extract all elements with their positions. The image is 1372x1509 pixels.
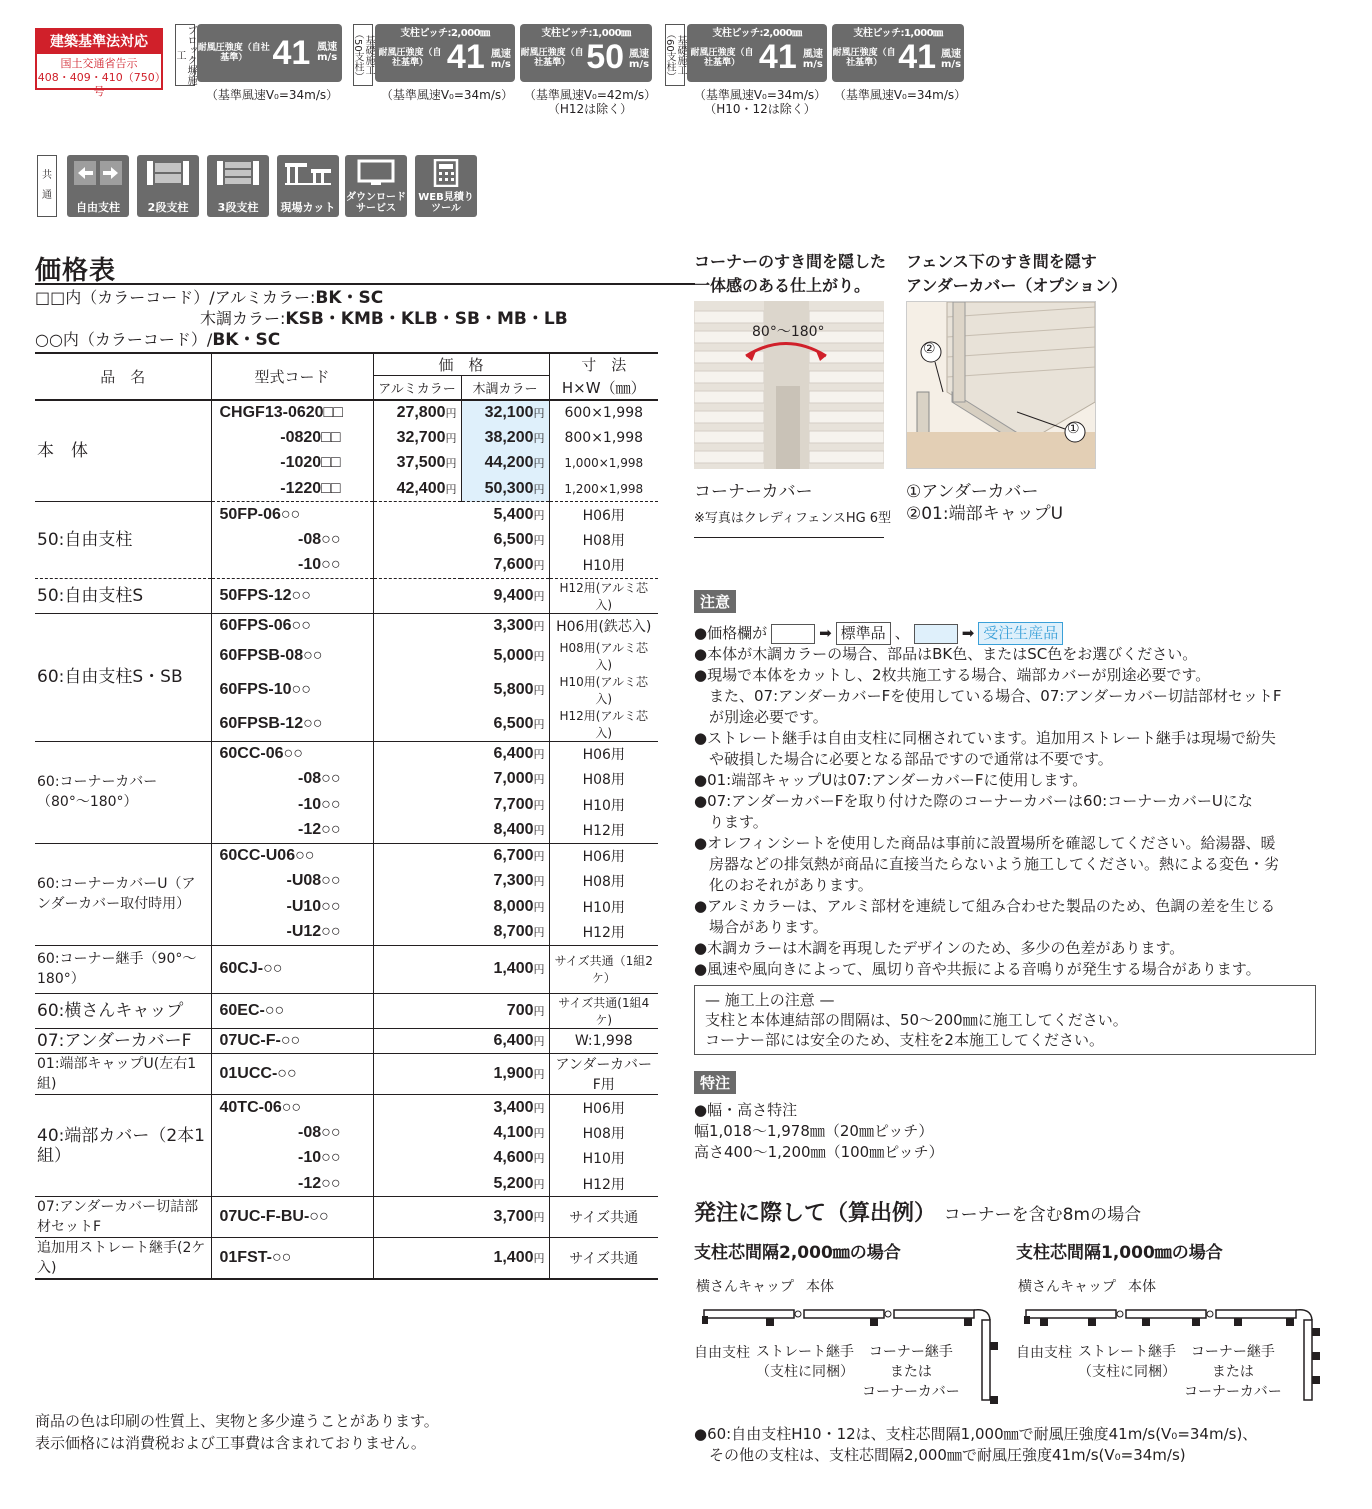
model-code: 01FST-○○ bbox=[211, 1238, 373, 1280]
foundation50-label: 基礎施工（50支柱） bbox=[353, 24, 373, 86]
table-row bbox=[35, 993, 658, 1028]
header-price: 価 格 bbox=[373, 353, 549, 376]
two-stage-icon bbox=[137, 155, 199, 191]
size: H06用 bbox=[582, 507, 625, 524]
marker-2: ② bbox=[923, 341, 936, 357]
model-code: -12○○ bbox=[211, 1171, 373, 1197]
size: サイズ共通（1組2ケ） bbox=[554, 954, 653, 985]
size: H06用(鉄芯入) bbox=[556, 619, 652, 635]
price: 9,400円 bbox=[373, 578, 549, 613]
caution-item: 化のおそれがあります。 bbox=[694, 876, 873, 894]
header-wood: 木調カラー bbox=[461, 376, 549, 400]
wind-badge-1 bbox=[197, 24, 342, 82]
model-code: 07UC-F-BU-○○ bbox=[211, 1197, 373, 1238]
model-code: -10○○ bbox=[211, 553, 373, 579]
caution-item: や破損した場合に必要となる部品ですので通常は不要です。 bbox=[694, 750, 1113, 768]
photo-rule bbox=[694, 537, 884, 538]
caution-item: ります。 bbox=[694, 813, 768, 831]
size: H10用 bbox=[582, 899, 625, 916]
table-row bbox=[35, 400, 658, 426]
size: サイズ共通(1組4ケ) bbox=[558, 995, 650, 1027]
price: 7,600円 bbox=[373, 553, 549, 579]
table-row bbox=[35, 1238, 658, 1280]
caution-item: また、07:アンダーカバーFを使用している場合、07:アンダーカバー切詰部材セットF bbox=[694, 687, 1282, 705]
product-name: 60:コーナーカバー（80°〜180°） bbox=[35, 741, 211, 843]
header-size: 寸 法 bbox=[581, 356, 627, 375]
strength-label: 耐風圧強度（自社基準） bbox=[520, 48, 584, 68]
price: 6,500円 bbox=[373, 527, 549, 553]
size: 800×1,998 bbox=[564, 429, 644, 446]
footer-note: 商品の色は印刷の性質上、実物と多少違うことがあります。 表示価格には消費税および工事費は含まれておりません。 bbox=[35, 1412, 439, 1452]
size: H08用 bbox=[582, 874, 625, 891]
price-wood: 38,200円 bbox=[461, 425, 549, 451]
size: H10用 bbox=[582, 1151, 625, 1168]
wind-unit: 風速m/s bbox=[802, 49, 823, 70]
caution-item: が別途必要です。 bbox=[694, 708, 828, 726]
price-table-title: 価格表 bbox=[35, 256, 117, 286]
price: 1,400円 bbox=[373, 1238, 549, 1280]
wind-value: 41 bbox=[758, 38, 797, 76]
arrow-icon: ➡ bbox=[961, 624, 975, 642]
table-row bbox=[35, 1095, 658, 1121]
table-row bbox=[35, 1028, 658, 1054]
product-name: 追加用ストレート継手(2ケ入) bbox=[35, 1238, 211, 1280]
cut-icon bbox=[277, 155, 339, 191]
model-code: 60CC-06○○ bbox=[211, 741, 373, 767]
wind-value: 41 bbox=[272, 34, 311, 72]
wind-badge-5 bbox=[832, 24, 964, 82]
wind-badge-3 bbox=[520, 24, 652, 82]
label-corner: コーナー継手 または コーナーカバー bbox=[862, 1344, 960, 1400]
label-cap: 横さんキャップ bbox=[696, 1279, 794, 1295]
price: 1,900円 bbox=[373, 1054, 549, 1095]
model-code: 50FP-06○○ bbox=[211, 502, 373, 528]
table-row bbox=[35, 843, 658, 869]
monitor-icon bbox=[345, 155, 407, 191]
price: 7,300円 bbox=[373, 869, 549, 895]
badge2-note: （基準風速V₀=34m/s） bbox=[380, 88, 514, 102]
label-corner: コーナー継手 または コーナーカバー bbox=[1184, 1344, 1282, 1400]
caution-item: ●オレフィンシートを使用した商品は事前に設置場所を確認してください。給湯器、暖 bbox=[694, 834, 1276, 852]
common-label: 共通 bbox=[37, 155, 57, 217]
size: H10用 bbox=[582, 558, 625, 574]
icon-site-cut: 現場カット bbox=[277, 155, 339, 217]
size: H12用 bbox=[582, 1176, 625, 1193]
pitch-label: 支柱ピッチ:2,000㎜ bbox=[712, 28, 802, 39]
table-row bbox=[35, 1197, 658, 1238]
arrow-icon: ➡ bbox=[819, 624, 832, 642]
corner-cover-photo bbox=[694, 301, 884, 469]
table-row bbox=[35, 1054, 658, 1095]
price: 4,600円 bbox=[373, 1146, 549, 1172]
model-code: 60FPS-06○○ bbox=[211, 613, 373, 639]
price: 8,400円 bbox=[373, 818, 549, 844]
price-alumi: 27,800円 bbox=[373, 400, 461, 426]
label-body: 本体 bbox=[1128, 1279, 1156, 1295]
size: サイズ共通 bbox=[569, 1251, 639, 1267]
product-name: 40:端部カバー（2本1組） bbox=[35, 1095, 211, 1197]
badge5-note: （基準風速V₀=34m/s） bbox=[833, 88, 967, 102]
arrows-icon bbox=[67, 155, 129, 191]
price: 6,500円 bbox=[373, 707, 549, 742]
product-name: 60:コーナー継手（90°〜180°） bbox=[35, 945, 211, 993]
model-code: -08○○ bbox=[211, 527, 373, 553]
caution-list bbox=[694, 644, 1282, 980]
price-alumi: 37,500円 bbox=[373, 451, 461, 477]
strength-label: 耐風圧強度（自社基準） bbox=[690, 48, 754, 68]
photo1-heading: コーナーのすき間を隠した 一体感のある仕上がり。 bbox=[694, 252, 887, 295]
caution-item: ●01:端部キャップUは07:アンダーカバーFに使用します。 bbox=[694, 771, 1088, 789]
price: 3,700円 bbox=[373, 1197, 549, 1238]
price: 1,400円 bbox=[373, 945, 549, 993]
special-text: ●幅・高さ特注 幅1,018〜1,978㎜（20㎜ピッチ） 高さ400〜1,200㎜（100㎜ピッチ） bbox=[694, 1101, 944, 1161]
table-row bbox=[35, 741, 658, 767]
color-code-line2: 木調カラー:KSB・KMB・KLB・SB・MB・LB bbox=[200, 309, 568, 329]
model-code: -U10○○ bbox=[211, 894, 373, 920]
angle-label: 80°〜180° bbox=[752, 324, 825, 340]
size: H06用 bbox=[582, 1100, 625, 1117]
wind-value: 41 bbox=[446, 38, 485, 76]
price: 6,700円 bbox=[373, 843, 549, 869]
size: H08用 bbox=[582, 1125, 625, 1142]
caution-item: ●木調カラーは木調を再現したデザインのため、多少の色差があります。 bbox=[694, 939, 1185, 957]
size: サイズ共通 bbox=[569, 1210, 639, 1226]
icon-3stage-post: 3段支柱 bbox=[207, 155, 269, 217]
caution-item: ●本体が木調カラーの場合、部品はBK色、またはSC色をお選びください。 bbox=[694, 645, 1198, 663]
header-code: 型式コード bbox=[211, 353, 373, 400]
model-code: -08○○ bbox=[211, 1120, 373, 1146]
color-code-line3: ○○内（カラーコード）/BK・SC bbox=[35, 330, 281, 350]
size: 1,200×1,998 bbox=[564, 481, 644, 496]
label-cap: 横さんキャップ bbox=[1018, 1279, 1116, 1295]
model-code: -08○○ bbox=[211, 767, 373, 793]
size: H08用 bbox=[582, 772, 625, 789]
under-cover-caption2: ②01:端部キャップU bbox=[906, 504, 1064, 524]
title-rule bbox=[35, 283, 695, 285]
model-code: 60CJ-○○ bbox=[211, 945, 373, 993]
icon-download: ダウンロードサービス bbox=[345, 155, 407, 217]
photo2-heading: フェンス下のすき間を隠す アンダーカバー（オプション） bbox=[906, 252, 1127, 295]
three-stage-icon bbox=[207, 155, 269, 191]
badge-title: 建築基準法対応 bbox=[37, 30, 161, 54]
product-name: 50:自由支柱S bbox=[35, 578, 211, 613]
product-name: 60:コーナーカバーU（アンダーカバー取付時用） bbox=[35, 843, 211, 945]
badge4-note: （基準風速V₀=34m/s） bbox=[693, 88, 827, 102]
corner-cover-note: ※写真はクレディフェンスHG 6型 bbox=[694, 511, 892, 526]
left-diagram-title: 支柱芯間隔2,000㎜の場合 bbox=[694, 1243, 901, 1263]
size: H12用(アルミ芯入) bbox=[559, 580, 648, 612]
badge1-note: （基準風速V₀=34m/s） bbox=[205, 88, 339, 102]
model-code: 60CC-U06○○ bbox=[211, 843, 373, 869]
calculator-icon bbox=[415, 155, 477, 191]
product-name: 01:端部キャップU(左右1組) bbox=[35, 1054, 211, 1095]
size: 600×1,998 bbox=[564, 404, 644, 421]
size: アンダーカバーF用 bbox=[555, 1057, 653, 1093]
table-row bbox=[35, 945, 658, 993]
order-title: 発注に際して（算出例） コーナーを含む8mの場合 bbox=[694, 1201, 1142, 1226]
price-legend: ●価格欄が ➡ 標準品 、 ➡ 受注生産品 bbox=[694, 622, 1063, 645]
label-body: 本体 bbox=[806, 1279, 834, 1295]
product-name: 本 体 bbox=[35, 400, 211, 502]
price-alumi: 32,700円 bbox=[373, 425, 461, 451]
size: 1,000×1,998 bbox=[564, 456, 644, 471]
wind-value: 50 bbox=[586, 38, 625, 76]
size: H08用 bbox=[582, 532, 625, 549]
price: 3,400円 bbox=[373, 1095, 549, 1121]
wind-unit: 風速m/s bbox=[941, 49, 962, 70]
strength-label: 耐風圧強度（自社基準） bbox=[832, 48, 896, 68]
wind-unit: 風速m/s bbox=[629, 49, 650, 70]
price: 8,000円 bbox=[373, 894, 549, 920]
marker-1: ① bbox=[1067, 421, 1080, 437]
badge3-note2: （H12は除く） bbox=[547, 102, 633, 116]
label-joint: ストレート継手 （支柱に同梱） bbox=[756, 1344, 854, 1380]
model-code: 40TC-06○○ bbox=[211, 1095, 373, 1121]
badge-line1: 国土交通省告示 bbox=[60, 57, 138, 70]
model-code: -12○○ bbox=[211, 818, 373, 844]
building-standard-badge bbox=[35, 28, 163, 98]
table-row bbox=[35, 613, 658, 639]
header-size-unit: H×W（㎜） bbox=[561, 378, 646, 397]
price: 5,400円 bbox=[373, 502, 549, 528]
model-code: CHGF13-0620□□ bbox=[211, 400, 373, 426]
price: 6,400円 bbox=[373, 1028, 549, 1054]
model-code: -10○○ bbox=[211, 1146, 373, 1172]
caution-item: 場合があります。 bbox=[694, 918, 828, 936]
caution-item: ●アルミカラーは、アルミ部材を連続して組み合わせた製品のため、色調の差を生じる bbox=[694, 897, 1276, 915]
price-table bbox=[35, 352, 658, 1280]
caution-item: ●ストレート継手は自由支柱に同梱されています。追加用ストレート継手は現場で紛失 bbox=[694, 729, 1276, 747]
price: 700円 bbox=[373, 993, 549, 1028]
product-name: 50:自由支柱 bbox=[35, 502, 211, 579]
pitch-label: 支柱ピッチ:2,000㎜ bbox=[400, 28, 490, 39]
size: H10用 bbox=[582, 797, 625, 814]
size: H06用 bbox=[582, 747, 625, 763]
strength-label: 耐風圧強度（自社基準） bbox=[197, 43, 270, 63]
corner-cover-caption: コーナーカバー bbox=[694, 482, 813, 502]
badge-line2: 408・409・410（750）号 bbox=[37, 71, 161, 98]
wind-value: 41 bbox=[898, 38, 937, 76]
price: 5,800円 bbox=[373, 673, 549, 707]
pitch-label: 支柱ピッチ:1,000㎜ bbox=[853, 28, 943, 39]
price: 8,700円 bbox=[373, 920, 549, 946]
header-name: 品 名 bbox=[35, 353, 211, 400]
price: 7,000円 bbox=[373, 767, 549, 793]
label-joint: ストレート継手 （支柱に同梱） bbox=[1078, 1344, 1176, 1380]
size: H12用 bbox=[582, 925, 625, 941]
construction-note-box: — 施工上の注意 — 支柱と本体連結部の間隔は、50〜200㎜に施工してください。 コーナー部には安全のため、支柱を2本施工してください。 bbox=[694, 985, 1316, 1055]
pitch-label: 支柱ピッチ:1,000㎜ bbox=[541, 28, 631, 39]
special-header: 特注 bbox=[694, 1071, 736, 1094]
product-name: 60:横さんキャップ bbox=[35, 993, 211, 1028]
model-code: -1020□□ bbox=[211, 451, 373, 477]
model-code: 07UC-F-○○ bbox=[211, 1028, 373, 1054]
price: 5,000円 bbox=[373, 639, 549, 673]
table-row bbox=[35, 502, 658, 528]
block-wall-label: ブロック塀施工 bbox=[174, 25, 196, 85]
model-code: 60FPS-10○○ bbox=[211, 673, 373, 707]
size: H08用(アルミ芯入) bbox=[559, 640, 648, 672]
badge4-note2: （H10・12は除く） bbox=[704, 102, 816, 116]
strength-label: 耐風圧強度（自社基準） bbox=[378, 48, 442, 68]
size: H06用 bbox=[582, 849, 625, 865]
badge3-note: （基準風速V₀=42m/s） bbox=[523, 88, 657, 102]
price: 6,400円 bbox=[373, 741, 549, 767]
price-alumi: 42,400円 bbox=[373, 476, 461, 502]
product-name: 07:アンダーカバーF bbox=[35, 1028, 211, 1054]
wind-unit: 風速m/s bbox=[490, 49, 511, 70]
price-wood: 32,100円 bbox=[461, 400, 549, 426]
product-name: 60:自由支柱S・SB bbox=[35, 613, 211, 741]
model-code: 60FPSB-08○○ bbox=[211, 639, 373, 673]
label-post: 自由支柱 bbox=[1016, 1345, 1072, 1361]
model-code: -1220□□ bbox=[211, 476, 373, 502]
price-wood: 50,300円 bbox=[461, 476, 549, 502]
model-code: 50FPS-12○○ bbox=[211, 578, 373, 613]
model-code: -10○○ bbox=[211, 792, 373, 818]
caution-header: 注意 bbox=[694, 590, 736, 613]
price: 4,100円 bbox=[373, 1120, 549, 1146]
color-code-line1: □□内（カラーコード）/アルミカラー:BK・SC bbox=[35, 288, 384, 308]
foundation60-label: 基礎施工（60支柱） bbox=[665, 24, 685, 86]
model-code: 01UCC-○○ bbox=[211, 1054, 373, 1095]
model-code: 60FPSB-12○○ bbox=[211, 707, 373, 742]
wind-badge-2 bbox=[375, 24, 515, 82]
price: 3,300円 bbox=[373, 613, 549, 639]
price: 5,200円 bbox=[373, 1171, 549, 1197]
icon-web-estimate: WEB見積りツール bbox=[415, 155, 477, 217]
under-cover-caption1: ①アンダーカバー bbox=[906, 482, 1039, 502]
wind-unit: 風速m/s bbox=[317, 42, 338, 63]
legend-standard-swatch bbox=[771, 624, 815, 644]
model-code: 60EC-○○ bbox=[211, 993, 373, 1028]
model-code: -U12○○ bbox=[211, 920, 373, 946]
order-note: ●60:自由支柱H10・12は、支柱芯間隔1,000㎜で耐風圧強度41m/s(V₀=34m/s)、 その他の支柱は、支柱芯間隔2,000㎜で耐風圧強度41m/s(V₀=34m/s) bbox=[694, 1425, 1258, 1464]
caution-item: ●現場で本体をカットし、2枚共施工する場合、端部カバーが別途必要です。 bbox=[694, 666, 1211, 684]
size: H10用(アルミ芯入) bbox=[559, 674, 648, 706]
icon-2stage-post: 2段支柱 bbox=[137, 155, 199, 217]
size: W:1,998 bbox=[574, 1032, 633, 1049]
product-name: 07:アンダーカバー切詰部材セットF bbox=[35, 1197, 211, 1238]
right-diagram-title: 支柱芯間隔1,000㎜の場合 bbox=[1016, 1243, 1223, 1263]
caution-item: 房器などの排気熱が商品に直接当たらないよう施工してください。熱による変色・劣 bbox=[694, 855, 1280, 873]
price-wood: 44,200円 bbox=[461, 451, 549, 477]
caution-item: ●07:アンダーカバーFを取り付けた際のコーナーカバーは60:コーナーカバーUにな bbox=[694, 792, 1253, 810]
under-cover-illustration bbox=[906, 301, 1096, 469]
table-row bbox=[35, 578, 658, 613]
price: 7,700円 bbox=[373, 792, 549, 818]
wind-badge-4 bbox=[687, 24, 827, 82]
legend-order-swatch bbox=[914, 624, 958, 644]
model-code: -0820□□ bbox=[211, 425, 373, 451]
size: H12用 bbox=[582, 823, 625, 839]
caution-item: ●風速や風向きによって、風切り音や共振による音鳴りが発生する場合があります。 bbox=[694, 960, 1261, 978]
model-code: -U08○○ bbox=[211, 869, 373, 895]
size: H12用(アルミ芯入) bbox=[559, 708, 648, 740]
label-post: 自由支柱 bbox=[694, 1345, 750, 1361]
icon-free-post: 自由支柱 bbox=[67, 155, 129, 217]
header-alumi: アルミカラー bbox=[373, 376, 461, 400]
